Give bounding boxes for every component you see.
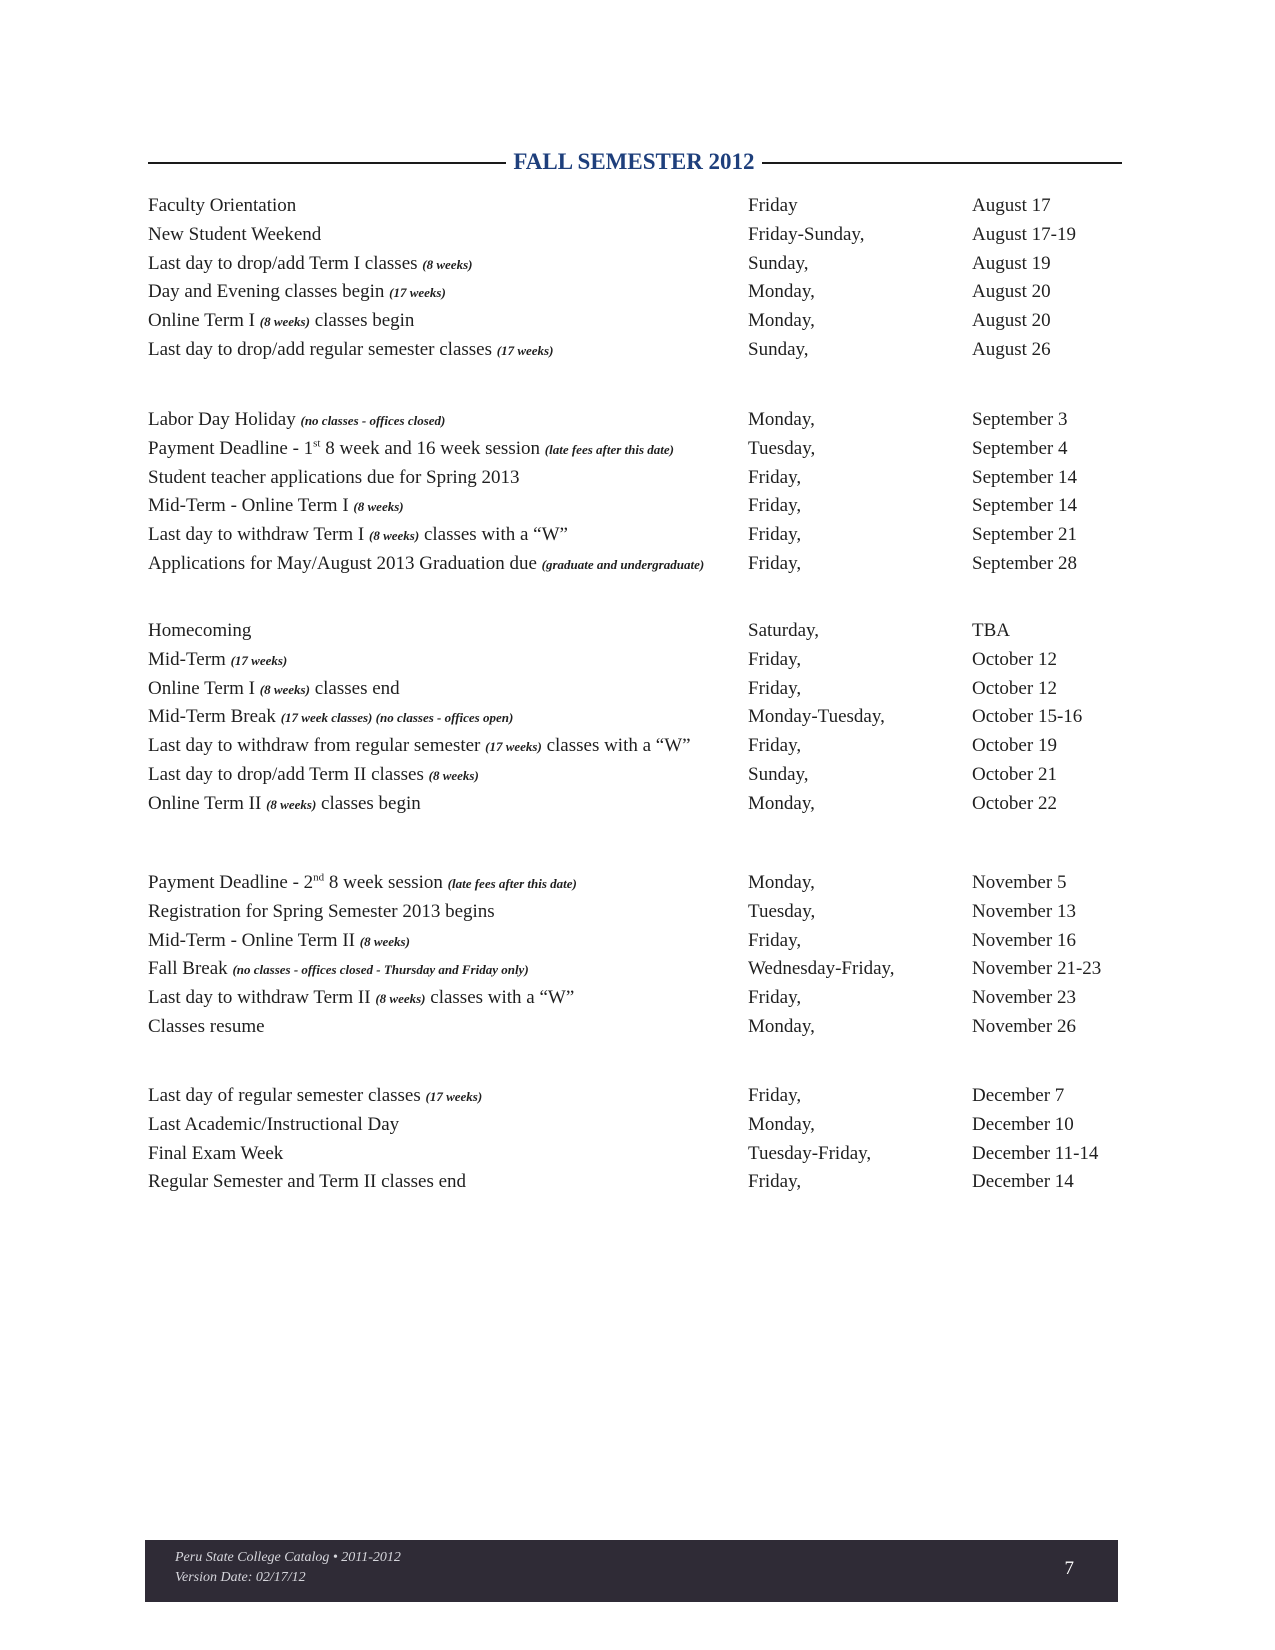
- event-note: (no classes - offices closed): [300, 413, 446, 428]
- weekday-cell: Friday,: [748, 552, 802, 574]
- ordinal-suffix: nd: [313, 871, 325, 884]
- event-cell: [148, 1111, 399, 1139]
- event-name: Registration for Spring Semester 2013 begins: [148, 900, 495, 922]
- weekday-cell: Friday,: [748, 987, 802, 1009]
- date-cell: September 4: [972, 437, 1068, 459]
- date-cell: October 22: [972, 792, 1057, 814]
- schedule-row: [148, 732, 1122, 761]
- event-cell: [148, 278, 446, 307]
- schedule-row: [148, 435, 1122, 464]
- event-name: Online Term I: [148, 310, 256, 332]
- schedule-group: [148, 1082, 1122, 1197]
- schedule-group: [148, 406, 1122, 579]
- event-cell: [148, 336, 553, 365]
- event-note: (8 weeks): [353, 499, 404, 515]
- weekday-cell: Sunday,: [748, 338, 809, 360]
- date-cell: August 17: [972, 195, 1051, 216]
- event-cell: [148, 250, 472, 279]
- event-cell: [148, 307, 414, 336]
- weekday-cell: Friday,: [748, 735, 802, 757]
- event-cell: [148, 1168, 466, 1196]
- schedule-row: [148, 1013, 1122, 1042]
- event-cell: [148, 1082, 482, 1111]
- date-cell: September 28: [972, 552, 1078, 574]
- event-name: Last day of regular semester classes: [148, 1085, 421, 1106]
- date-cell: August 26: [972, 338, 1051, 360]
- event-cell: [148, 790, 421, 819]
- event-cell: [148, 927, 410, 956]
- event-cell: [148, 761, 479, 790]
- schedule-row: [148, 406, 1122, 435]
- schedule-row: [148, 336, 1122, 365]
- event-note: (17 weeks): [425, 1089, 483, 1104]
- date-cell: December 10: [972, 1113, 1074, 1135]
- event-cell: [148, 464, 519, 492]
- date-cell: November 16: [972, 929, 1076, 951]
- event-name: Payment Deadline - 2: [148, 872, 314, 893]
- event-note: (17 weeks): [485, 739, 542, 755]
- event-name: Final Exam Week: [148, 1142, 284, 1164]
- event-name: Regular Semester and Term II classes end: [148, 1171, 467, 1193]
- event-note: (8 weeks): [428, 767, 479, 783]
- weekday-cell: Monday,: [748, 310, 815, 332]
- date-cell: December 14: [972, 1171, 1074, 1193]
- schedule-row: [148, 521, 1122, 550]
- event-cell: [148, 550, 704, 579]
- event-name: Student teacher applications due for Spring 2013: [148, 466, 520, 488]
- schedule-row: [148, 675, 1122, 704]
- date-cell: October 19: [972, 735, 1057, 757]
- event-name: Applications for May/August 2013 Graduation due: [148, 552, 537, 574]
- event-cell: [148, 984, 574, 1013]
- event-name: New Student Weekend: [148, 223, 322, 245]
- schedule-row: [148, 617, 1122, 646]
- weekday-cell: Monday,: [748, 1113, 815, 1135]
- event-detail: classes with a “W”: [546, 735, 691, 757]
- date-cell: TBA: [972, 620, 1010, 641]
- footer-catalog-title: Peru State College Catalog • 2011-2012: [175, 1550, 401, 1565]
- event-cell: [148, 406, 445, 435]
- schedule-group: [148, 617, 1122, 819]
- event-name: Faculty Orientation: [148, 195, 297, 216]
- event-note: (17 weeks): [389, 285, 446, 301]
- event-note: (late fees after this date): [544, 441, 675, 457]
- event-cell: [148, 617, 251, 645]
- event-detail: classes begin: [314, 310, 415, 332]
- schedule-row: [148, 790, 1122, 819]
- weekday-cell: Monday,: [748, 792, 815, 814]
- event-name: Fall Break: [148, 958, 228, 980]
- weekday-cell: Friday,: [748, 466, 802, 488]
- event-name: Mid-Term - Online Term I: [148, 495, 349, 517]
- schedule-row: [148, 278, 1122, 307]
- weekday-cell: Friday,: [748, 1171, 802, 1193]
- weekday-cell: Monday,: [748, 409, 815, 430]
- footer-version-date: Version Date: 02/17/12: [175, 1570, 306, 1585]
- event-cell: [148, 646, 287, 675]
- event-note: (8 weeks): [375, 991, 426, 1007]
- schedule-row: [148, 984, 1122, 1013]
- date-cell: October 12: [972, 677, 1057, 699]
- page-number: 7: [1064, 1558, 1074, 1579]
- weekday-cell: Sunday,: [748, 763, 809, 785]
- event-cell: [148, 732, 691, 761]
- date-cell: November 26: [972, 1015, 1076, 1037]
- event-name: Labor Day Holiday: [148, 409, 296, 430]
- event-name: Classes resume: [148, 1015, 265, 1037]
- date-cell: September 14: [972, 495, 1078, 517]
- weekday-cell: Friday-Sunday,: [748, 223, 865, 245]
- schedule-row: [148, 703, 1122, 732]
- event-cell: [148, 521, 568, 550]
- event-cell: [148, 703, 513, 732]
- event-note: (17 weeks): [230, 652, 288, 668]
- event-note: (8 weeks): [259, 681, 310, 697]
- date-cell: August 20: [972, 281, 1051, 303]
- event-name: Last day to drop/add Term II classes: [148, 763, 424, 785]
- weekday-cell: Friday,: [748, 677, 802, 699]
- schedule-row: [148, 464, 1122, 493]
- schedule-row: [148, 221, 1122, 250]
- schedule-row: [148, 898, 1122, 927]
- weekday-cell: Tuesday,: [748, 900, 816, 922]
- event-name: Last day to drop/add regular semester classes: [148, 338, 492, 360]
- schedule-row: [148, 192, 1122, 221]
- weekday-cell: Friday,: [748, 495, 802, 517]
- weekday-cell: Wednesday-Friday,: [748, 958, 895, 980]
- event-name: Last day to withdraw Term I: [148, 524, 365, 546]
- event-name: Payment Deadline - 1: [148, 437, 314, 459]
- date-cell: September 3: [972, 409, 1068, 430]
- event-name: Last day to withdraw Term II: [148, 987, 371, 1009]
- event-name: Mid-Term: [148, 648, 226, 670]
- event-name: Last day to drop/add Term I classes: [148, 252, 418, 274]
- weekday-cell: Tuesday,: [748, 437, 816, 459]
- schedule-row: [148, 869, 1122, 898]
- ordinal-suffix: st: [313, 437, 321, 450]
- event-note: (8 weeks): [259, 314, 310, 330]
- event-detail: classes with a “W”: [423, 524, 568, 546]
- event-cell: [148, 955, 529, 984]
- schedule-row: [148, 550, 1122, 579]
- event-detail: classes end: [314, 677, 400, 699]
- date-cell: December 11-14: [972, 1142, 1099, 1164]
- event-note: (no classes - offices closed - Thursday and Friday only): [232, 962, 529, 978]
- date-cell: December 7: [972, 1085, 1065, 1106]
- schedule-row: [148, 1140, 1122, 1169]
- weekday-cell: Friday,: [748, 929, 802, 951]
- weekday-cell: Monday-Tuesday,: [748, 706, 885, 728]
- event-detail: classes begin: [321, 792, 421, 814]
- schedule-row: [148, 250, 1122, 279]
- date-cell: October 12: [972, 648, 1057, 670]
- heading-rule-left: [148, 162, 506, 164]
- event-cell: [148, 192, 296, 220]
- weekday-cell: Friday,: [748, 1085, 802, 1106]
- event-name: Mid-Term - Online Term II: [148, 929, 355, 951]
- schedule-row: [148, 492, 1122, 521]
- event-cell: [148, 492, 404, 521]
- schedule-row: [148, 761, 1122, 790]
- event-detail: classes with a “W”: [430, 987, 575, 1009]
- date-cell: August 19: [972, 252, 1051, 274]
- schedule-group: [148, 192, 1122, 365]
- event-name: Online Term II: [148, 792, 262, 814]
- schedule-row: [148, 955, 1122, 984]
- event-cell: [148, 675, 400, 704]
- heading-rule-right: [762, 162, 1122, 164]
- event-cell: [148, 1140, 283, 1168]
- weekday-cell: Monday,: [748, 1015, 815, 1037]
- event-cell: [148, 898, 495, 926]
- weekday-cell: Monday,: [748, 281, 815, 303]
- event-name: Day and Evening classes begin: [148, 281, 385, 303]
- schedule-row: [148, 1111, 1122, 1140]
- event-name: Last Academic/Instructional Day: [148, 1113, 400, 1135]
- schedule-group: [148, 869, 1122, 1042]
- event-note: (8 weeks): [266, 796, 317, 812]
- schedule-row: [148, 927, 1122, 956]
- event-cell: [148, 435, 674, 464]
- event-note: (8 weeks): [422, 256, 473, 272]
- date-cell: September 21: [972, 524, 1078, 546]
- event-detail: 8 week and 16 week session: [325, 437, 541, 459]
- event-note: (graduate and undergraduate): [541, 556, 705, 572]
- event-cell: [148, 869, 577, 898]
- event-note: (17 weeks): [496, 342, 554, 358]
- date-cell: November 21-23: [972, 958, 1102, 980]
- event-name: Mid-Term Break: [148, 706, 276, 728]
- weekday-cell: Sunday,: [748, 252, 809, 274]
- date-cell: November 5: [972, 872, 1067, 893]
- schedule-row: [148, 1168, 1122, 1197]
- date-cell: September 14: [972, 466, 1078, 488]
- event-detail: 8 week session: [328, 872, 443, 893]
- weekday-cell: Tuesday-Friday,: [748, 1142, 872, 1164]
- schedule-row: [148, 307, 1122, 336]
- date-cell: August 17-19: [972, 223, 1076, 245]
- date-cell: November 13: [972, 900, 1076, 922]
- semester-heading: [148, 148, 1122, 178]
- event-note: (8 weeks): [369, 528, 420, 544]
- schedule-row: [148, 646, 1122, 675]
- event-name: Homecoming: [148, 620, 252, 641]
- event-cell: [148, 1013, 265, 1041]
- event-note: (late fees after this date): [447, 876, 577, 891]
- schedule-row: [148, 1082, 1122, 1111]
- weekday-cell: Friday: [748, 195, 798, 216]
- date-cell: October 15-16: [972, 706, 1083, 728]
- weekday-cell: Friday,: [748, 524, 802, 546]
- event-note: (8 weeks): [359, 933, 410, 949]
- page-footer: [145, 1540, 1118, 1602]
- weekday-cell: Saturday,: [748, 620, 820, 641]
- event-cell: [148, 221, 321, 249]
- date-cell: August 20: [972, 310, 1051, 332]
- weekday-cell: Friday,: [748, 648, 802, 670]
- event-note: (17 week classes) (no classes - offices open): [280, 710, 514, 726]
- weekday-cell: Monday,: [748, 872, 815, 893]
- date-cell: November 23: [972, 987, 1076, 1009]
- event-name: Online Term I: [148, 677, 256, 699]
- semester-title: FALL SEMESTER 2012: [513, 149, 755, 174]
- event-name: Last day to withdraw from regular semester: [148, 735, 481, 757]
- date-cell: October 21: [972, 763, 1057, 785]
